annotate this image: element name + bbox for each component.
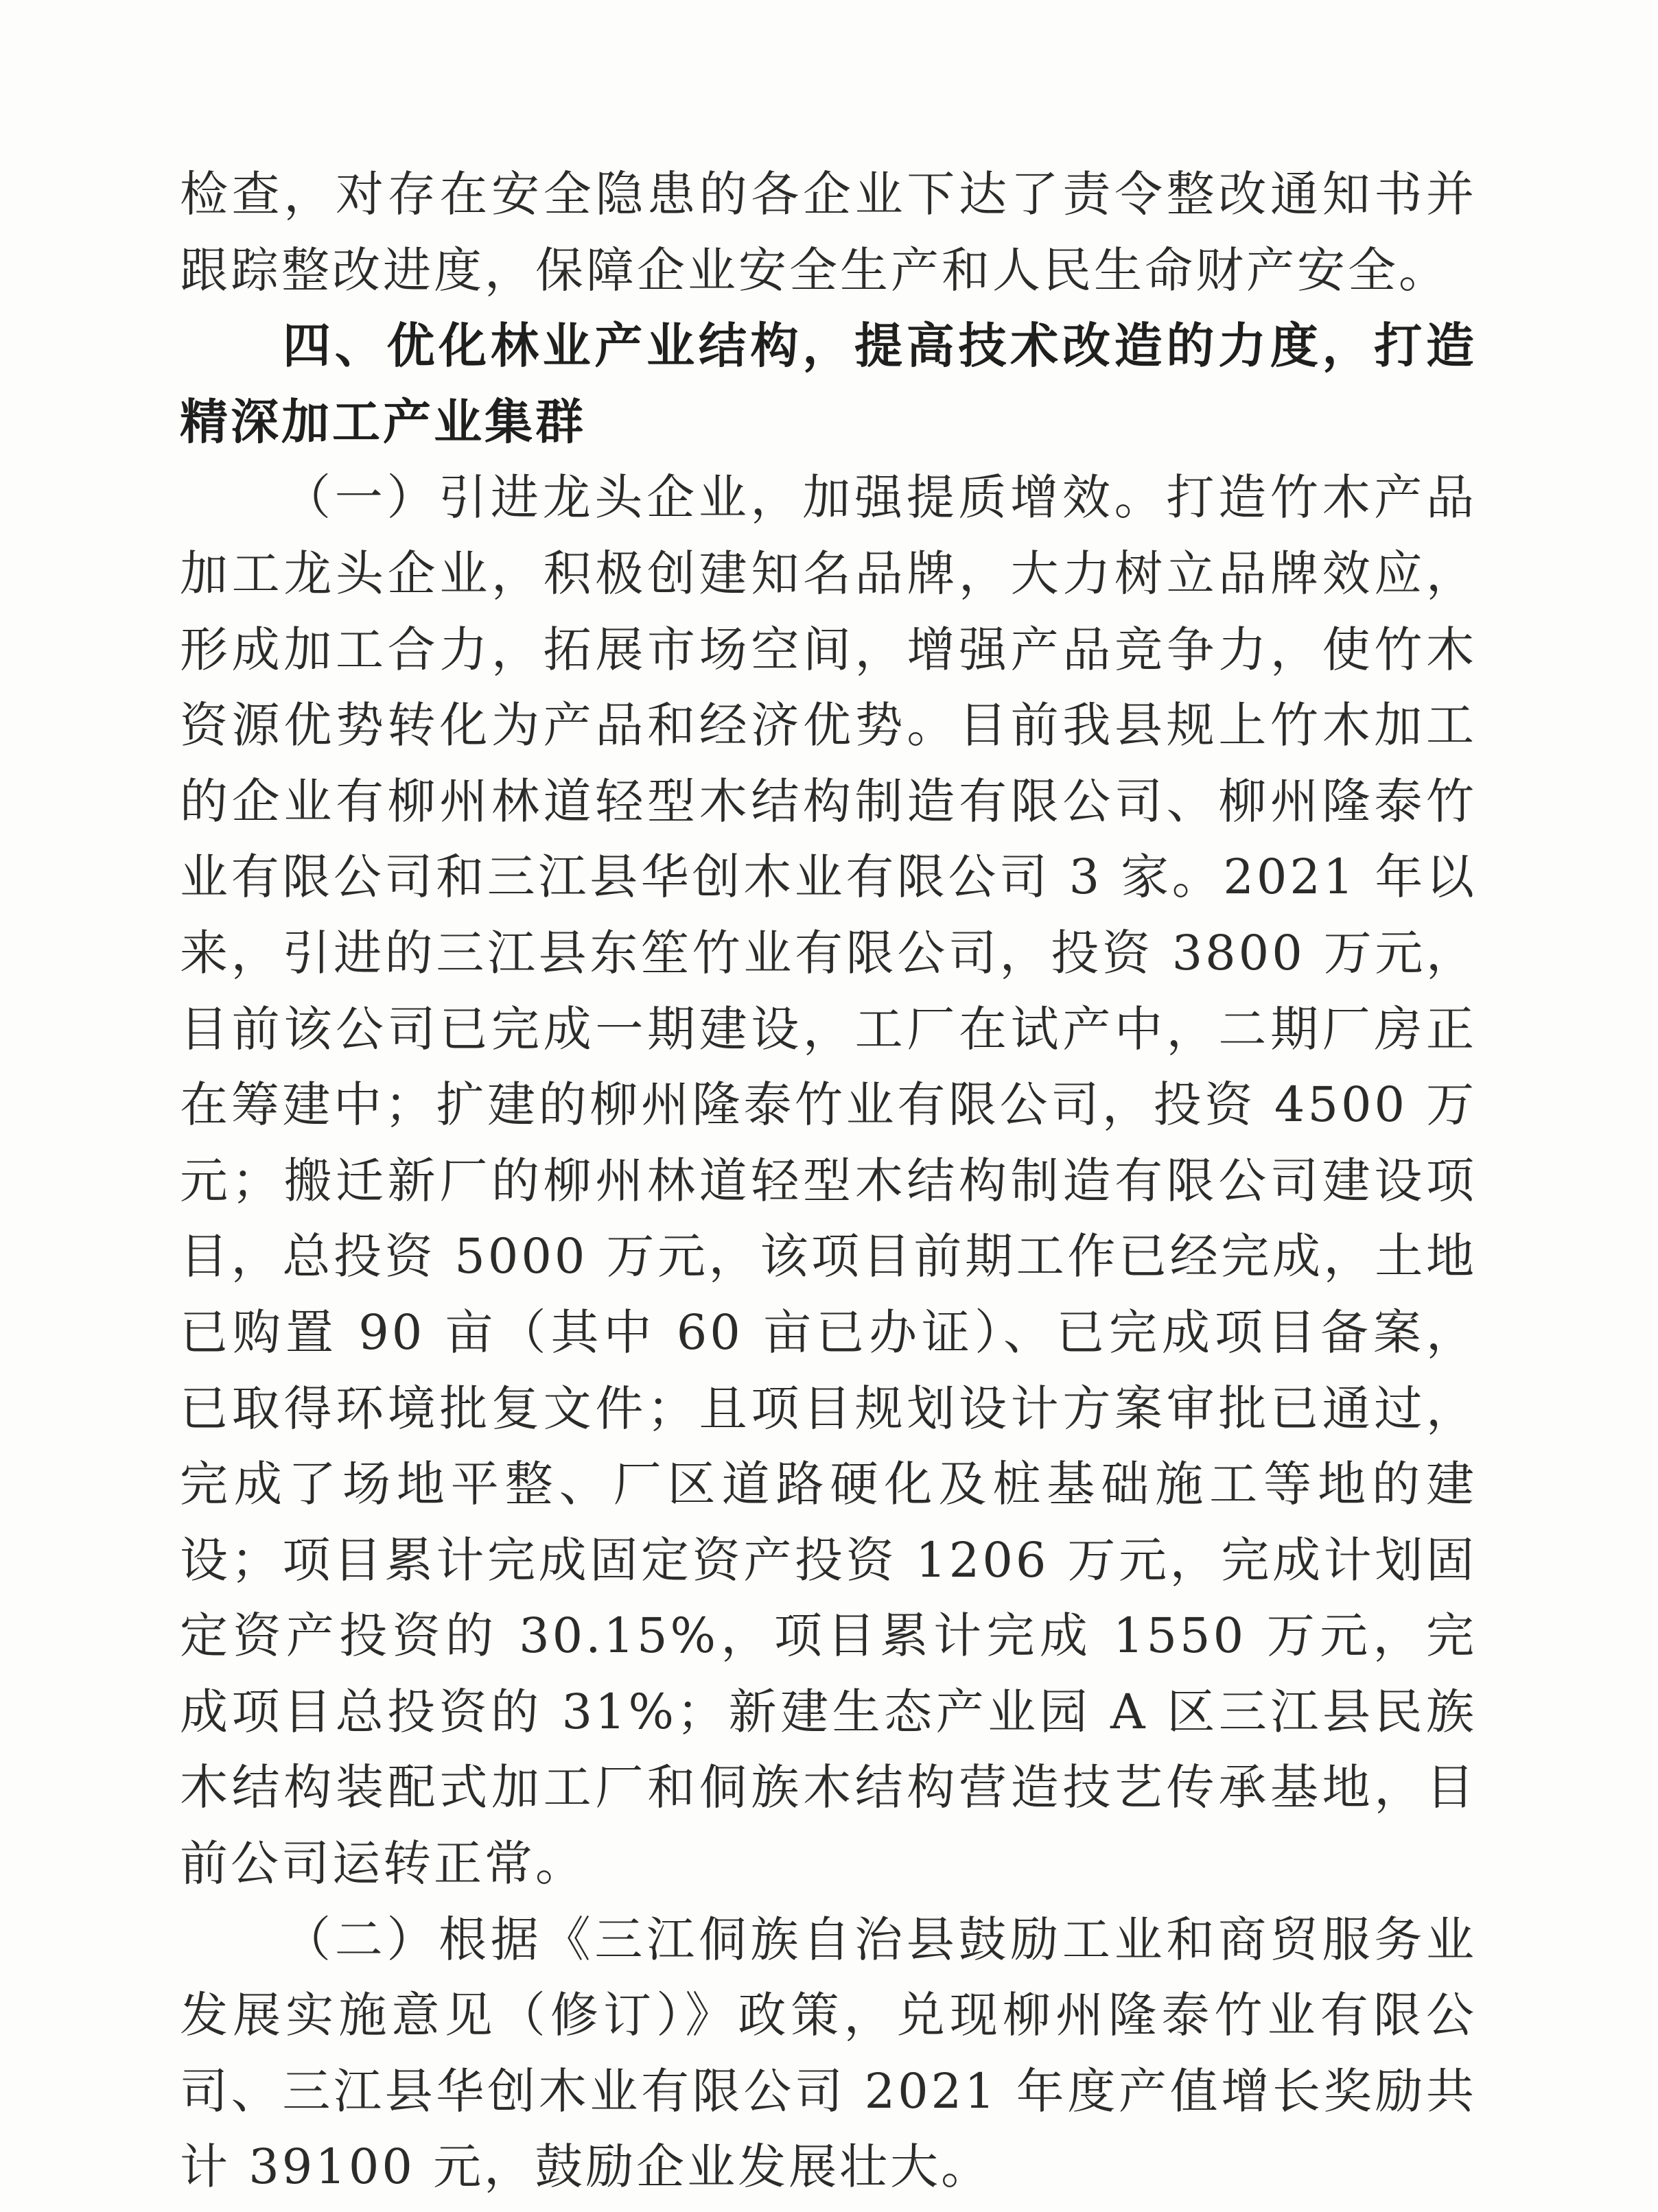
body-paragraph-1: （一）引进龙头企业，加强提质增效。打造竹木产品加工龙头企业，积极创建知名品牌，大力树立品牌效应，形成加工合力，拓展市场空间，增强产品竞争力，使竹木资源优势转化为产品和经济优势。目前我县规上竹木加工的企业有柳州林道轻型木结构制造有限公司、柳州隆泰竹业有限公司和三江县华创木业有限公司 3 家。2021 年以来，引进的三江县东笙竹业有限公司，投资 3800 万元，目前该公司已完成一期建设，工厂在试产中，二期厂房正在筹建中；扩建的柳州隆泰竹业有限公司，投资 4500 万元；搬迁新厂的柳州林道轻型木结构制造有限公司建设项目，总投资 5000 万元，该项目前期工作已经完成，土地已购置 90 亩（其中 60 亩已办证）、已完成项目备案，已取得环境批复文件；且项目规划设计方案审批已通过，完成了场地平整、厂区道路硬化及桩基础施工等地的建设；项目累计完成固定资产投资 1206 万元，完成计划固定资产投资的 30.15%，项目累计完成 1550 万元，完成项目总投资的 31%；新建生态产业园 A 区三江县民族木结构装配式加工厂和侗族木结构营造技艺传承基地，目前公司运转正常。 (180, 469, 1477, 1892)
section-heading: 四、优化林业产业结构，提高技术改造的力度，打造精深加工产业集群 (180, 318, 1477, 450)
body-paragraph-2: （二）根据《三江侗族自治县鼓励工业和商贸服务业发展实施意见（修订）》政策，兑现柳州隆泰竹业有限公司、三江县华创木业有限公司 2021 年度产值增长奖励共计 39100 元，鼓励企业发展壮大。 (180, 1911, 1477, 2196)
document-body (180, 156, 1477, 2205)
continuation-paragraph: 检查，对存在安全隐患的各企业下达了责令整改通知书并跟踪整改进度，保障企业安全生产和人民生命财产安全。 (180, 166, 1477, 298)
